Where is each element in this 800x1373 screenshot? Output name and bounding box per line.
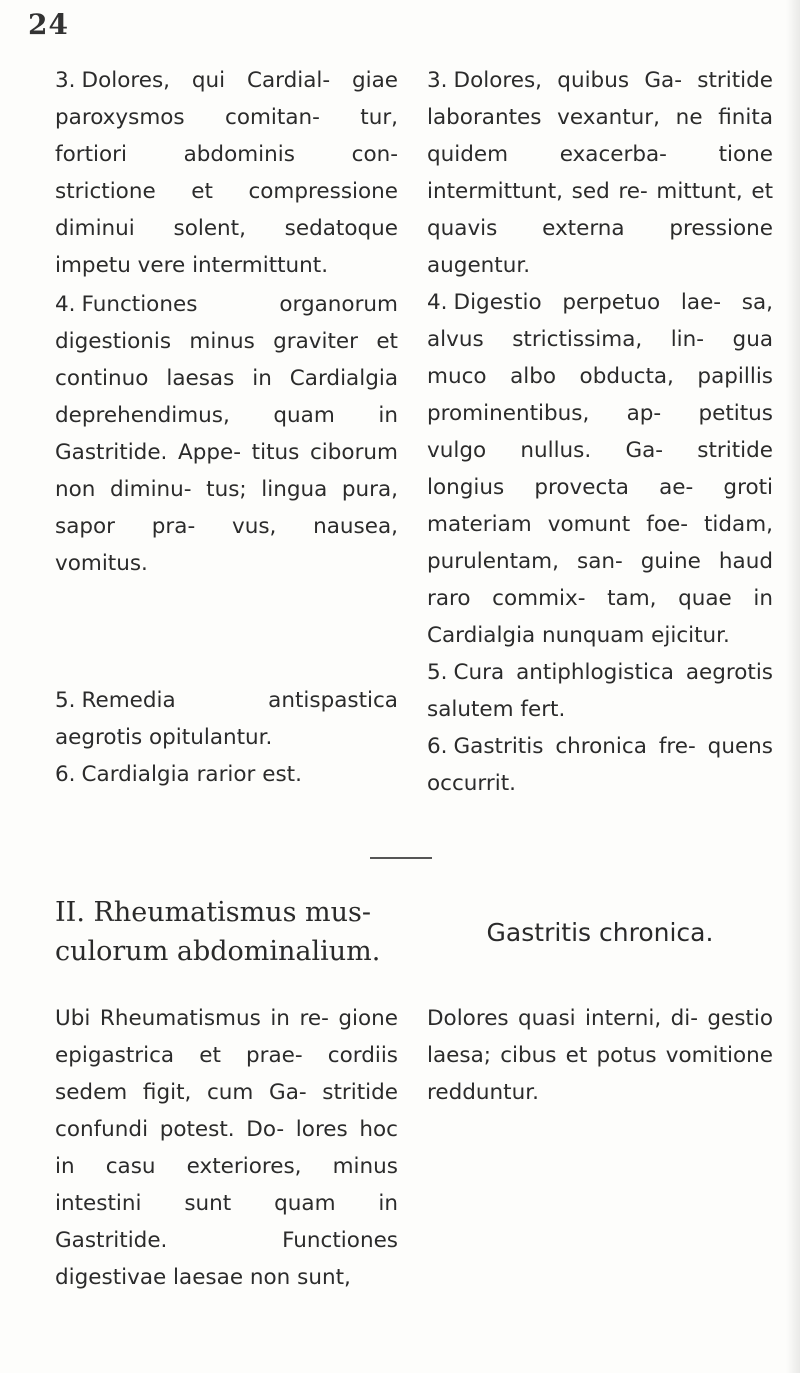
right-paragraph-6 bbox=[427, 728, 773, 802]
page-number: 24 bbox=[28, 8, 69, 41]
paragraph-number: 3. bbox=[55, 68, 76, 93]
right-paragraph-5 bbox=[427, 654, 773, 728]
paragraph-number: 4. bbox=[427, 290, 448, 315]
paragraph-text: Remedia antispastica aegrotis opitulantur. bbox=[55, 688, 398, 750]
page-edge-shadow bbox=[786, 0, 800, 1373]
paragraph-number: 5. bbox=[427, 660, 448, 685]
right-paragraph-gastritis: Dolores quasi interni, di- gestio laesa; cibus et potus vomitione redduntur. bbox=[427, 1006, 773, 1105]
left-paragraph-5 bbox=[55, 682, 398, 756]
section-heading-gastritis: Gastritis chronica. bbox=[486, 918, 714, 947]
section-divider bbox=[370, 857, 432, 859]
paragraph-text: Gastritis chronica fre- quens occurrit. bbox=[427, 734, 773, 796]
paragraph-number: 4. bbox=[55, 292, 76, 317]
right-paragraph-3 bbox=[427, 62, 773, 284]
left-paragraph-6 bbox=[55, 756, 398, 793]
left-column-top bbox=[55, 62, 398, 793]
paragraph-text: Functiones organorum digestionis minus graviter et continuo laesas in Cardialgia deprehendimus, quam in Gastritide. Appe- titus ciborum non diminu- tus; lingua pura, sapor pra- vus, nausea, vomitus. bbox=[55, 292, 398, 576]
right-paragraph-4 bbox=[427, 284, 773, 654]
paragraph-number: 3. bbox=[427, 68, 448, 93]
right-column-bottom bbox=[427, 1000, 773, 1111]
section-heading-rheumatismus: II. Rheumatismus mus- culorum abdominalium. bbox=[55, 897, 381, 967]
paragraph-text: Cardialgia rarior est. bbox=[81, 762, 302, 787]
paragraph-text: Cura antiphlogistica aegrotis salutem fert. bbox=[427, 660, 773, 722]
paragraph-text: Dolores, quibus Ga- stritide laborantes vexantur, ne finita quidem exacerba- tione intermittunt, sed re- mittunt, et quavis externa pressione augentur. bbox=[427, 68, 773, 278]
left-paragraph-3 bbox=[55, 62, 398, 284]
left-paragraph-rheumatismus: Ubi Rheumatismus in re- gione epigastrica et prae- cordiis sedem figit, cum Ga- stritide confundi potest. Do- lores hoc in casu exteriores, minus intestini sunt quam in Gastritide. Functiones digestivae laesae non sunt, bbox=[55, 1006, 398, 1290]
left-column-bottom bbox=[55, 1000, 398, 1296]
paragraph-text: Digestio perpetuo lae- sa, alvus strictissima, lin- gua muco albo obducta, papillis prominentibus, ap- petitus vulgo nullus. Ga- stritide longius provecta ae- groti materiam vomunt foe- tidam, purulentam, san- guine haud raro commix- tam, quae in Cardialgia nunquam ejicitur. bbox=[427, 290, 773, 648]
paragraph-text: Dolores, qui Cardial- giae paroxysmos comitan- tur, fortiori abdominis con- strictione et compressione diminui solent, sedatoque impetu vere intermittunt. bbox=[55, 68, 398, 278]
paragraph-number: 6. bbox=[55, 762, 76, 787]
paragraph-number: 6. bbox=[427, 734, 448, 759]
paragraph-number: 5. bbox=[55, 688, 76, 713]
left-paragraph-4 bbox=[55, 286, 398, 582]
right-column-top bbox=[427, 62, 773, 802]
